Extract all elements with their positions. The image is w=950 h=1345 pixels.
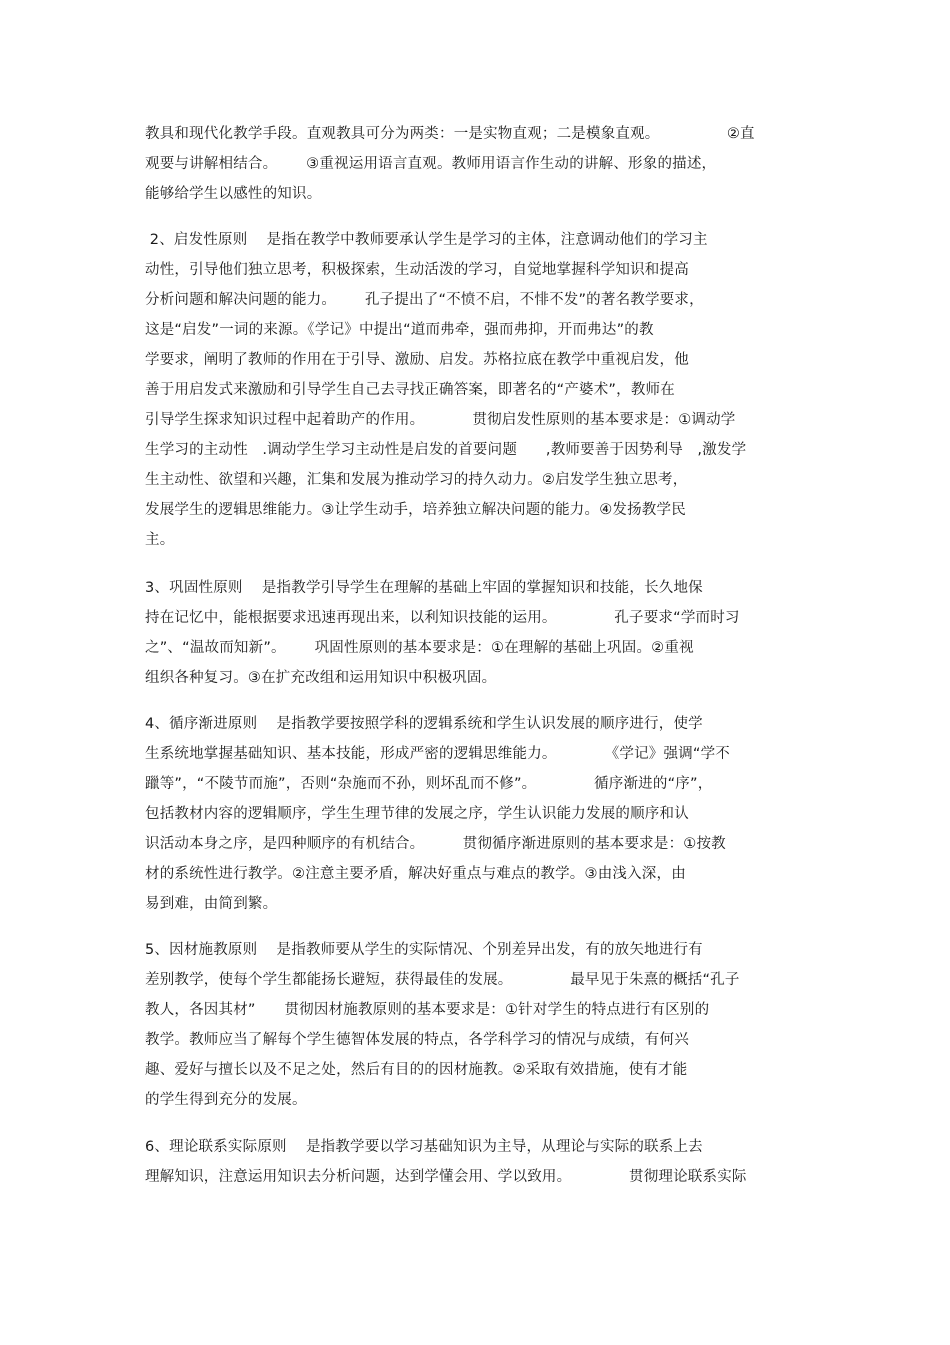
text-line: 这是“启发”一词的来源。《学记》中提出“道而弗牵，强而弗抑，开而弗达”的教 — [145, 322, 654, 338]
text-line: 教学。教师应当了解每个学生德智体发展的特点，各学科学习的情况与成绩，有何兴 — [145, 1032, 689, 1048]
text-line: 善于用启发式来激励和引导学生自己去寻找正确答案，即著名的“产婆术”，教师在 — [145, 382, 675, 398]
text-line: 学要求，阐明了教师的作用在于引导、激励、启发。苏格拉底在教学中重视启发，他 — [145, 352, 689, 368]
text-line: 观要与讲解相结合。 ③重视运用语言直观。教师用语言作生动的讲解、形象的描述， — [145, 156, 717, 172]
text-line: 发展学生的逻辑思维能力。③让学生动手，培养独立解决问题的能力。④发扬教学民 — [145, 502, 686, 518]
text-line: 能够给学生以感性的知识。 — [145, 186, 322, 202]
text-line: 动性，引导他们独立思考，积极探索，生动活泼的学习，自觉地掌握科学知识和提高 — [145, 262, 689, 278]
text-line: 趣、爱好与擅长以及不足之处，然后有目的的因材施教。②采取有效措施，使有才能 — [145, 1062, 688, 1078]
text-line: 引导学生探求知识过程中起着助产的作用。 贯彻启发性原则的基本要求是：①调动学 — [145, 412, 736, 428]
text-line: 教具和现代化教学手段。直观教具可分为两类：一是实物直观；二是模象直观。 ②直 — [145, 126, 755, 142]
text-line: 组织各种复习。③在扩充改组和运用知识中积极巩固。 — [145, 670, 497, 686]
section-heading-line: 5、因材施教原则 是指教师要从学生的实际情况、个别差异出发，有的放矢地进行有 — [145, 942, 703, 958]
text-line: 生系统地掌握基础知识、基本技能，形成严密的逻辑思维能力。 《学记》强调“学不 — [145, 746, 730, 762]
text-line: 识活动本身之序，是四种顺序的有机结合。 贯彻循序渐进原则的基本要求是：①按教 — [145, 836, 726, 852]
text-line: 教人，各因其材” 贯彻因材施教原则的基本要求是：①针对学生的特点进行有区别的 — [145, 1002, 710, 1018]
section-heading-line: 4、循序渐进原则 是指教学要按照学科的逻辑系统和学生认识发展的顺序进行，使学 — [145, 716, 703, 732]
section-heading-line: 3、巩固性原则 是指教学引导学生在理解的基础上牢固的掌握知识和技能，长久地保 — [145, 580, 703, 596]
text-line: 差别教学，使每个学生都能扬长避短，获得最佳的发展。 最早见于朱熹的概括“孔子 — [145, 972, 740, 988]
text-line: 之”、“温故而知新”。 巩固性原则的基本要求是：①在理解的基础上巩固。②重视 — [145, 640, 694, 656]
text-line: 主。 — [145, 532, 175, 548]
section-heading-line: 2、启发性原则 是指在教学中教师要承认学生是学习的主体，注意调动他们的学习主 — [145, 232, 708, 248]
text-line: 分析问题和解决问题的能力。 孔子提出了“不愤不启，不悱不发”的著名教学要求， — [145, 292, 704, 308]
text-line: 的学生得到充分的发展。 — [145, 1092, 307, 1108]
text-line: 包括教材内容的逻辑顺序，学生生理节律的发展之序，学生认识能力发展的顺序和认 — [145, 806, 689, 822]
text-line: 生学习的主动性 .调动学生学习主动性是启发的首要问题 ,教师要善于因势利导 ,激发学 — [145, 442, 747, 458]
text-line: 易到难，由简到繁。 — [145, 896, 278, 912]
text-line: 持在记忆中，能根据要求迅速再现出来，以利知识技能的运用。 孔子要求“学而时习 — [145, 610, 740, 626]
text-line: 材的系统性进行教学。②注意主要矛盾，解决好重点与难点的教学。③由浅入深，由 — [145, 866, 686, 882]
text-line: 生主动性、欲望和兴趣，汇集和发展为推动学习的持久动力。②启发学生独立思考， — [145, 472, 688, 488]
section-heading-line: 6、理论联系实际原则 是指教学要以学习基础知识为主导，从理论与实际的联系上去 — [145, 1139, 703, 1155]
text-line: 躐等”，“不陵节而施”，否则“杂施而不孙，则坏乱而不修”。 循序渐进的“序”， — [145, 776, 713, 792]
text-line: 理解知识，注意运用知识去分析问题，达到学懂会用、学以致用。 贯彻理论联系实际 — [145, 1169, 747, 1185]
